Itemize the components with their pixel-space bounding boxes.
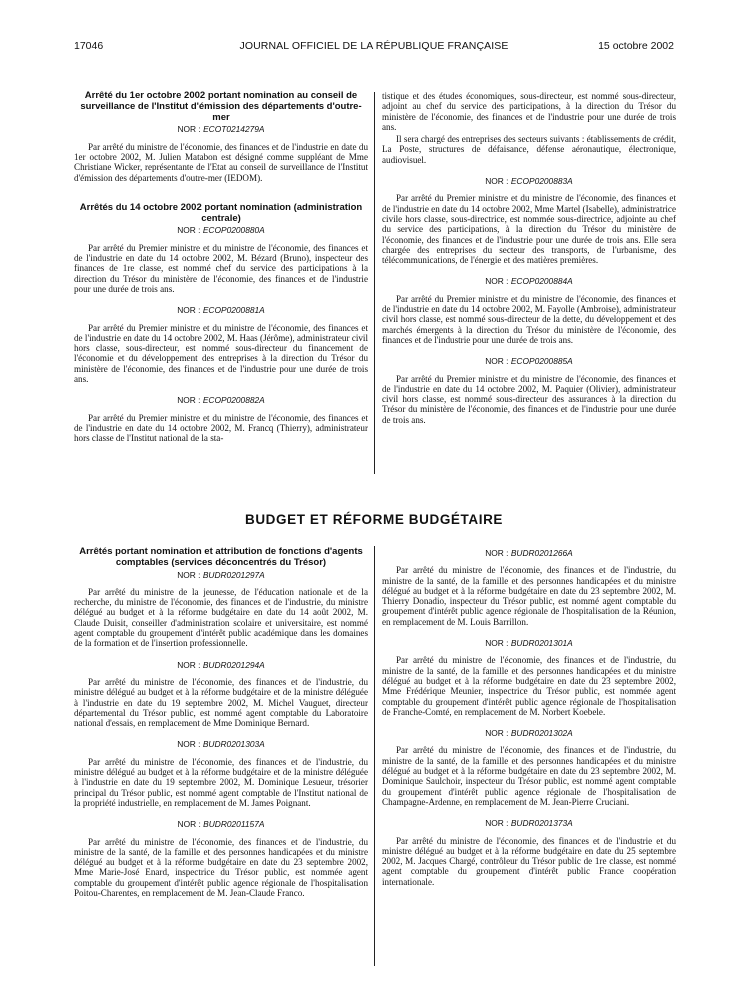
- nor-reference: NOR : ECOP0200884A: [485, 276, 573, 287]
- article-paragraph: Par arrêté du ministre de l'économie, des finances et de l'industrie, du ministre délégué au budget et à la réforme budgétaire et de la ministre déléguée à l'industrie en date du 19 septembre 2002, M. Michel Vauguet, directeur départemental du Trésor public, est nommé agent comptable du Laboratoire national d'essais, en remplacement de Mme Dominique Bernard.: [74, 676, 368, 729]
- nor-reference: NOR : BUDR0201266A: [485, 548, 573, 558]
- column-divider-bottom: [374, 546, 375, 966]
- article-paragraph: Par arrêté du Premier ministre et du ministre de l'économie, des finances et de l'industrie en date du 14 octobre 2002, Mme Martel (Isabelle), administratrice civile hors classe, sous-directrice, est nommée sous-directrice, adjointe au chef du service des participations, à la direction du Trésor du ministère de l'économie, des finances et de l'industrie pour une durée de trois ans. Elle sera chargée des entreprises du secteur des transports, de l'urbanisme, des télécommunications, de l'énergie et des matières premières.: [382, 193, 676, 266]
- article-paragraph: Par arrêté du Premier ministre et du ministre de l'économie, des finances et de l'industrie en date du 14 octobre 2002, M. Haas (Jérôme), administrateur civil hors classe, sous-directeur, est nommé sous-directeur du financement de l'économie et du développement des entreprises à la direction du Trésor du ministère de l'économie, des finances et de l'industrie pour une durée de trois ans.: [74, 322, 368, 385]
- bottom-right-column: [382, 547, 676, 898]
- nor-reference: NOR : BUDR0201301A: [485, 638, 573, 649]
- article-paragraph: Par arrêté du Premier ministre et du ministre de l'économie, des finances et de l'industrie en date du 14 octobre 2002, M. Paquier (Olivier), administrateur civil hors classe, est nommé sous-directeur des assurances à la direction du Trésor du ministère de l'économie, des finances et de l'industrie pour une durée de trois ans.: [382, 373, 676, 425]
- top-right-column: [382, 91, 676, 436]
- nor-reference: NOR : BUDR0201302A: [485, 728, 573, 739]
- article-title: Arrêtés du 14 octobre 2002 portant nomination (administration centrale): [79, 201, 363, 224]
- bottom-left-column: [74, 547, 368, 909]
- article-paragraph: Par arrêté du ministre de l'économie, des finances et de l'industrie, du ministre de la santé, de la famille et des personnes handicapées et du ministre délégué au budget et à la réforme budgétaire en date du 23 septembre 2002, M. Thierry Donadio, inspecteur du Trésor public, est nommé agent comptable du groupement d'intérêt public agence régionale de l'hospitalisation de la Réunion, en remplacement de M. Louis Barrillon.: [382, 565, 676, 627]
- nor-reference: NOR : BUDR0201373A: [485, 818, 573, 829]
- nor-reference: NOR : BUDR0201294A: [177, 659, 265, 670]
- nor-reference: NOR : ECOP0200885A: [485, 356, 573, 367]
- article-paragraph: Par arrêté du ministre de l'économie, des finances et de l'industrie et du ministre délégué au budget et à la réforme budgétaire en date du 25 septembre 2002, M. Jacques Chargé, contrôleur du Trésor public de 1re classe, est nommé agent comptable du groupement d'intérêt public France coopération internationale.: [382, 835, 676, 887]
- article-paragraph: Par arrêté du Premier ministre et du ministre de l'économie, des finances et de l'industrie en date du 14 octobre 2002, M. Francq (Thierry), administrateur hors classe de l'Institut national de la sta-: [74, 412, 368, 444]
- article-title: Arrêtés portant nomination et attribution de fonctions d'agents comptables (services déconcentrés du Trésor): [79, 546, 363, 568]
- article-title: Arrêté du 1er octobre 2002 portant nomination au conseil de surveillance de l'Institut d'émission des départements d'outre-mer: [80, 90, 362, 123]
- article-paragraph: Par arrêté du ministre de la jeunesse, de l'éducation nationale et de la recherche, du ministre de l'économie, des finances et de l'industrie, du ministre délégué au budget et à la réforme budgétaire en date du 14 août 2002, M. Claude Duisit, conseiller d'administration scolaire et universitaire, est nommé agent comptable du groupement d'intérêt public académique dans les domaines de la formation et de l'insertion professionnelle.: [74, 586, 368, 649]
- issue-date: 15 octobre 2002: [598, 40, 674, 52]
- article-paragraph: Par arrêté du Premier ministre et du ministre de l'économie, des finances et de l'industrie en date du 14 octobre 2002, M. Fayolle (Ambroise), administrateur civil hors classe, est nommé sous-directeur de la dette, du développement et des marchés émergents à la direction du Trésor du ministère de l'économie, des finances et de l'industrie pour une durée de trois ans.: [382, 293, 676, 345]
- article-paragraph: Par arrêté du ministre de l'économie, des finances et de l'industrie, du ministre de la santé, de la famille et des personnes handicapées et du ministre délégué au budget et à la réforme budgétaire en date du 23 septembre 2002, Mme Frédérique Meunier, inspectrice du Trésor public, est nommée agent comptable du groupement d'intérêt public agence régionale de l'hospitalisation de Franche-Comté, en remplacement de M. Norbert Koebele.: [382, 655, 676, 717]
- journal-title: JOURNAL OFFICIEL DE LA RÉPUBLIQUE FRANÇAISE: [239, 40, 509, 52]
- article-paragraph: Il sera chargé des entreprises des secteurs suivants : établissements de crédit, La Poste, structures de défaisance, défense aéronautique, électronique, audiovisuel.: [382, 134, 676, 165]
- nor-reference: NOR : ECOP0200883A: [485, 176, 573, 187]
- nor-reference: NOR : ECOP0200882A: [177, 395, 265, 406]
- page-number: 17046: [74, 40, 104, 52]
- column-divider-top: [374, 92, 375, 474]
- page-header: [74, 40, 674, 54]
- nor-reference: NOR : ECOT0214279A: [177, 124, 265, 135]
- top-left-column: [74, 91, 368, 455]
- nor-reference: NOR : ECOP0200880A: [177, 225, 265, 236]
- article-paragraph: Par arrêté du ministre de l'économie, des finances et de l'industrie en date du 1er octobre 2002, M. Julien Matabon est désigné comme suppléant de Mme Christiane Wicker, représentante de l'Etat au conseil de surveillance de l'Institut d'émission des départements d'outre-mer (IEDOM).: [74, 141, 368, 183]
- section-title: BUDGET ET RÉFORME BUDGÉTAIRE: [244, 512, 504, 527]
- article-paragraph: Par arrêté du ministre de l'économie, des finances et de l'industrie, du ministre de la santé, de la famille et des personnes handicapées et du ministre délégué au budget et à la réforme budgétaire en date du 23 septembre 2002, M. Dominique Saulchoir, inspecteur du Trésor public, est nommé agent comptable du groupement d'intérêt public agence régionale de l'hospitalisation de Champagne-Ardenne, en remplacement de M. Jean-Pierre Cruciani.: [382, 745, 676, 807]
- article-paragraph-continued: tistique et des études économiques, sous-directeur, est nommé sous-directeur, adjoint au chef du service des participations, à la direction du Trésor du ministère de l'économie, des finances et de l'industrie pour une durée de trois ans.: [382, 91, 676, 132]
- nor-reference: NOR : BUDR0201297A: [177, 569, 265, 580]
- article-paragraph: Par arrêté du ministre de l'économie, des finances et de l'industrie, du ministre de la santé, de la famille et des personnes handicapées et du ministre délégué au budget et à la réforme budgétaire en date du 23 septembre 2002, Mme Marie-José Enard, inspectrice du Trésor public, est nommée agent comptable du groupement d'intérêt public agence régionale de l'hospitalisation Poitou-Charentes, en remplacement de M. Jean-Claude Franco.: [74, 836, 368, 899]
- article-paragraph: Par arrêté du ministre de l'économie, des finances et de l'industrie, du ministre délégué au budget et à la réforme budgétaire et de la ministre déléguée à l'industrie en date du 19 septembre 2002, M. Dominique Lesueur, trésorier principal du Trésor public, est nommé agent comptable de l'Institut national de la propriété industrielle, en remplacement de M. James Poignant.: [74, 756, 368, 808]
- nor-reference: NOR : BUDR0201157A: [177, 819, 265, 830]
- nor-reference: NOR : ECOP0200881A: [177, 305, 265, 316]
- nor-reference: NOR : BUDR0201303A: [177, 739, 265, 750]
- article-paragraph: Par arrêté du Premier ministre et du ministre de l'économie, des finances et de l'industrie en date du 14 octobre 2002, M. Bézard (Bruno), inspecteur des finances de 1re classe, est nommé chef du service des participations à la direction du Trésor du ministère de l'économie, des finances et de l'industrie pour une durée de trois ans.: [74, 242, 368, 294]
